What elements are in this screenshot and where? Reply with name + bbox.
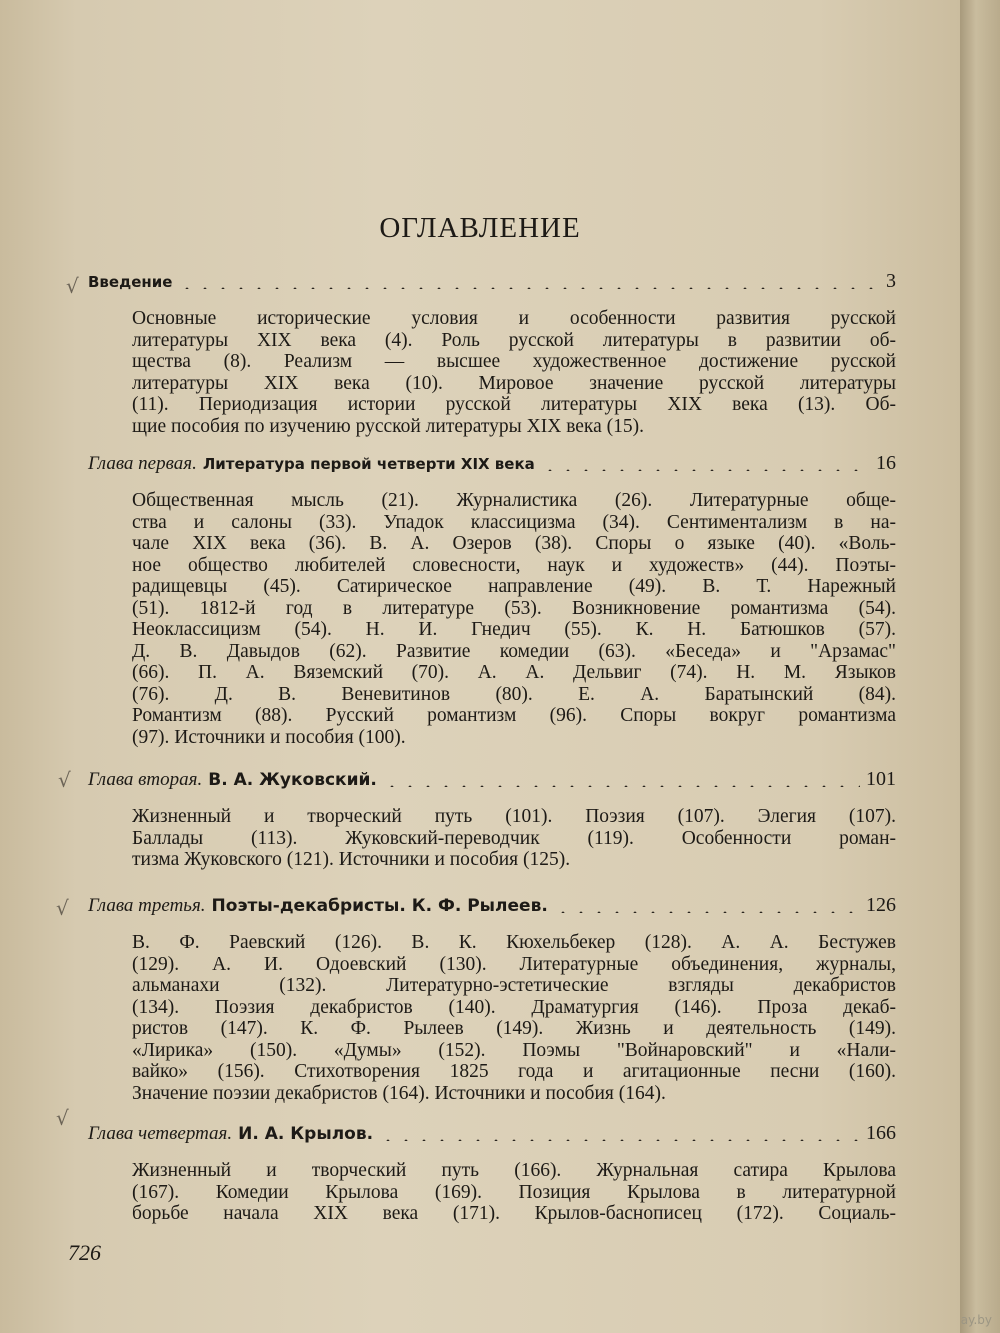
- page-edge: [960, 0, 1000, 1333]
- description-line: Жизненный и творческий путь (166). Журнальная сатира Крылова: [132, 1160, 896, 1181]
- description-line: Жизненный и творческий путь (101). Поэзия (107). Элегия (107).: [132, 806, 896, 827]
- description-line: щества (8). Реализм — высшее художественное достижение русской: [132, 351, 896, 372]
- description-line: щие пособия по изучению русской литературы XIX века (15).: [132, 415, 645, 437]
- toc-entry-introduction[interactable]: [88, 270, 896, 437]
- chapter-label: Глава вторая.: [88, 769, 203, 790]
- description-line: чале XIX века (36). В. А. Озеров (38). Споры о языке (40). «Воль-: [132, 533, 896, 554]
- description-line: Неоклассицизм (54). Н. И. Гнедич (55). К. Н. Батюшков (57).: [132, 619, 896, 640]
- description-line: литературы XIX века (4). Роль русской литературы в развитии об-: [132, 329, 896, 351]
- dot-leader: [379, 1139, 860, 1141]
- checkmark-icon: √: [56, 896, 69, 920]
- description-line: Д. В. Давыдов (62). Развитие комедии (63). «Беседа» и "Арзамас": [132, 640, 896, 662]
- toc-entry-header[interactable]: [88, 270, 896, 300]
- checkmark-icon: √: [56, 1106, 69, 1130]
- description-line: ристов (147). К. Ф. Рылеев (149). Жизнь и деятельность (149).: [132, 1018, 896, 1039]
- dot-leader: [541, 469, 870, 471]
- description-line: Значение поэзии декабристов (164). Источники и пособия (164).: [132, 1082, 666, 1104]
- toc-entry-description: [132, 308, 896, 437]
- description-line: Основные исторические условия и особенности развития русской: [132, 308, 896, 329]
- description-line: (97). Источники и пособия (100).: [132, 726, 406, 748]
- description-line: ства и салоны (33). Упадок классицизма (34). Сентиментализм в на-: [132, 511, 896, 533]
- description-line: (66). П. А. Вяземский (70). А. А. Дельвиг (74). Н. М. Языков: [132, 662, 896, 683]
- toc-page-number: 101: [866, 768, 896, 790]
- page-folio-number: 726: [68, 1240, 101, 1265]
- description-line: литературы XIX века (10). Мировое значение русской литературы: [132, 372, 896, 394]
- description-line: В. Ф. Раевский (126). В. К. Кюхельбекер (128). А. А. Бестужев: [132, 932, 896, 953]
- toc-entry-title: И. А. Крылов.: [238, 1124, 374, 1144]
- toc-entry-title: Литература первой четверти XIX века: [202, 455, 535, 473]
- description-line: тизма Жуковского (121). Источники и пособия (125).: [132, 849, 571, 870]
- description-line: (76). Д. В. Веневитинов (80). Е. А. Баратынский (84).: [132, 683, 896, 705]
- description-line: (134). Поэзия декабристов (140). Драматургия (146). Проза декаб-: [132, 996, 896, 1018]
- description-line: Баллады (113). Жуковский-переводчик (119). Особенности роман-: [132, 827, 896, 849]
- chapter-label: Глава четвертая.: [88, 1123, 233, 1144]
- toc-entry-description: [132, 806, 896, 871]
- toc-entry-title: В. А. Жуковский.: [208, 770, 377, 790]
- description-line: «Лирика» (150). «Думы» (152). Поэмы "Войнаровский" и «Нали-: [132, 1039, 896, 1061]
- toc-entry-title: Поэты-декабристы. К. Ф. Рылеев.: [211, 896, 548, 916]
- toc-page-number: 16: [876, 452, 896, 474]
- toc-entry-header[interactable]: [88, 768, 896, 798]
- toc-entry-description: [132, 490, 896, 748]
- description-line: (51). 1812-й год в литературе (53). Возникновение романтизма (54).: [132, 597, 896, 619]
- toc-entry-header[interactable]: [88, 1122, 896, 1152]
- description-line: альманахи (132). Литературно-эстетические взгляды декабристов: [132, 975, 896, 996]
- toc-entry-chapter-1[interactable]: [88, 452, 896, 748]
- toc-entry-chapter-3[interactable]: [88, 894, 896, 1104]
- toc-entry-title: Введение: [88, 273, 173, 291]
- toc-page-number: 3: [886, 270, 896, 292]
- toc-entry-chapter-4[interactable]: [88, 1122, 896, 1225]
- dot-leader: [178, 287, 880, 289]
- toc-entry-description: [132, 932, 896, 1104]
- description-line: борьбе начала XIX века (171). Крылов-баснописец (172). Социаль-: [132, 1203, 896, 1224]
- toc-page-number: 166: [866, 1122, 896, 1144]
- description-line: ное общество любителей словесности, наук и художеств» (44). Поэты-: [132, 554, 896, 576]
- checkmark-icon: √: [66, 274, 79, 298]
- description-line: (129). А. И. Одоевский (130). Литературные объединения, журналы,: [132, 953, 896, 975]
- watermark: ay.by: [960, 1313, 992, 1327]
- description-line: вайко» (156). Стихотворения 1825 года и агитационные песни (160).: [132, 1061, 896, 1082]
- toc-entry-chapter-2[interactable]: [88, 768, 896, 871]
- dot-leader: [554, 911, 860, 913]
- description-line: (11). Периодизация истории русской литературы XIX века (13). Об-: [132, 394, 896, 415]
- description-line: (167). Комедии Крылова (169). Позиция Крылова в литературной: [132, 1181, 896, 1203]
- toc-entry-header[interactable]: [88, 894, 896, 924]
- page-title: ОГЛАВЛЕНИЕ: [379, 212, 581, 244]
- description-line: радищевцы (45). Сатирическое направление (49). В. Т. Нарежный: [132, 576, 896, 597]
- description-line: Романтизм (88). Русский романтизм (96). Споры вокруг романтизма: [132, 705, 896, 726]
- dot-leader: [383, 785, 860, 787]
- toc-entry-header[interactable]: [88, 452, 896, 482]
- description-line: Общественная мысль (21). Журналистика (26). Литературные обще-: [132, 490, 896, 511]
- toc-entry-description: [132, 1160, 896, 1225]
- toc-page-number: 126: [866, 894, 896, 916]
- chapter-label: Глава первая.: [88, 453, 197, 474]
- chapter-label: Глава третья.: [88, 895, 206, 916]
- checkmark-icon: √: [58, 768, 71, 792]
